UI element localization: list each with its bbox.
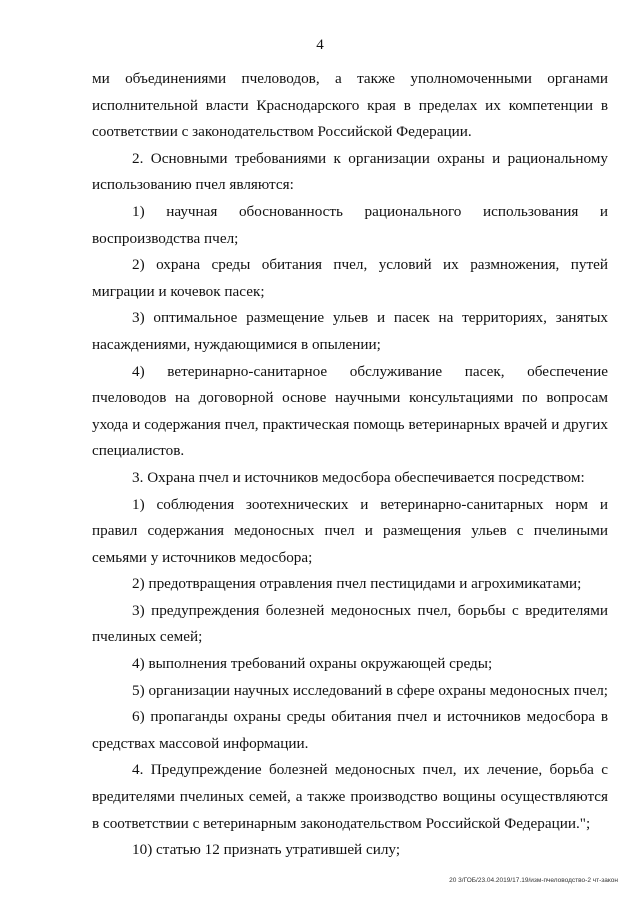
paragraph-continuation: ми объединениями пчеловодов, а также уполномоченными органами исполнительной власти Краснодарского края в пределах их компетенции в соответствии с законодательством Российской Федерации. (92, 70, 608, 141)
paragraph-section-3: 3. Охрана пчел и источников медосбора обеспечивается посредством: (132, 468, 585, 486)
list-item-3-4: 4) выполнения требований охраны окружающей среды; (132, 655, 493, 673)
list-item-2-3: 3) оптимальное размещение ульев и пасек на территориях, занятых насаждениями, нуждающимися в опылении; (92, 309, 608, 353)
list-item-3-2: 2) предотвращения отравления пчел пестицидами и агрохимикатами; (132, 575, 582, 593)
list-item-3-5: 5) организации научных исследований в сфере охраны медоносных пчел; (132, 681, 608, 699)
list-item-2-2: 2) охрана среды обитания пчел, условий их размножения, путей миграции и кочевок пасек; (92, 256, 608, 300)
paragraph-section-2: 2. Основными требованиями к организации охраны и рациональному использованию пчел являются: (92, 149, 608, 194)
list-item-3-3: 3) предупреждения болезней медоносных пчел, борьбы с вредителями пчелиных семей; (92, 601, 608, 646)
footer-document-code: 20 3/ГОБ/23.04.2019/17.19/изм-пчеловодство-2 чт-закон (449, 877, 618, 884)
list-item-3-6: 6) пропаганды охраны среды обитания пчел и источников медосбора в средствах массовой информации. (92, 708, 608, 752)
document-body (92, 66, 608, 864)
paragraph-section-4: 4. Предупреждение болезней медоносных пчел, их лечение, борьба с вредителями пчелиных семей, а также производство вощины осуществляются в соответствии с ветеринарным законодательством Российской Федерации."; (92, 761, 608, 832)
page-number: 4 (316, 37, 324, 53)
list-item-3-1: 1) соблюдения зоотехнических и ветеринарно-санитарных норм и правил содержания медоносных пчел и размещения ульев с пчелиными семьями у источников медосбора; (92, 495, 608, 566)
paragraph-item-10: 10) статью 12 признать утратившей силу; (132, 841, 401, 859)
list-item-2-4: 4) ветеринарно-санитарное обслуживание пасек, обеспечение пчеловодов на договорной основе научными консультациями по вопросам ухода и содержания пчел, практическая помощь ветеринарных врачей и других специалистов. (92, 362, 608, 460)
list-item-2-1: 1) научная обоснованность рационального использования и воспроизводства пчел; (92, 202, 608, 247)
